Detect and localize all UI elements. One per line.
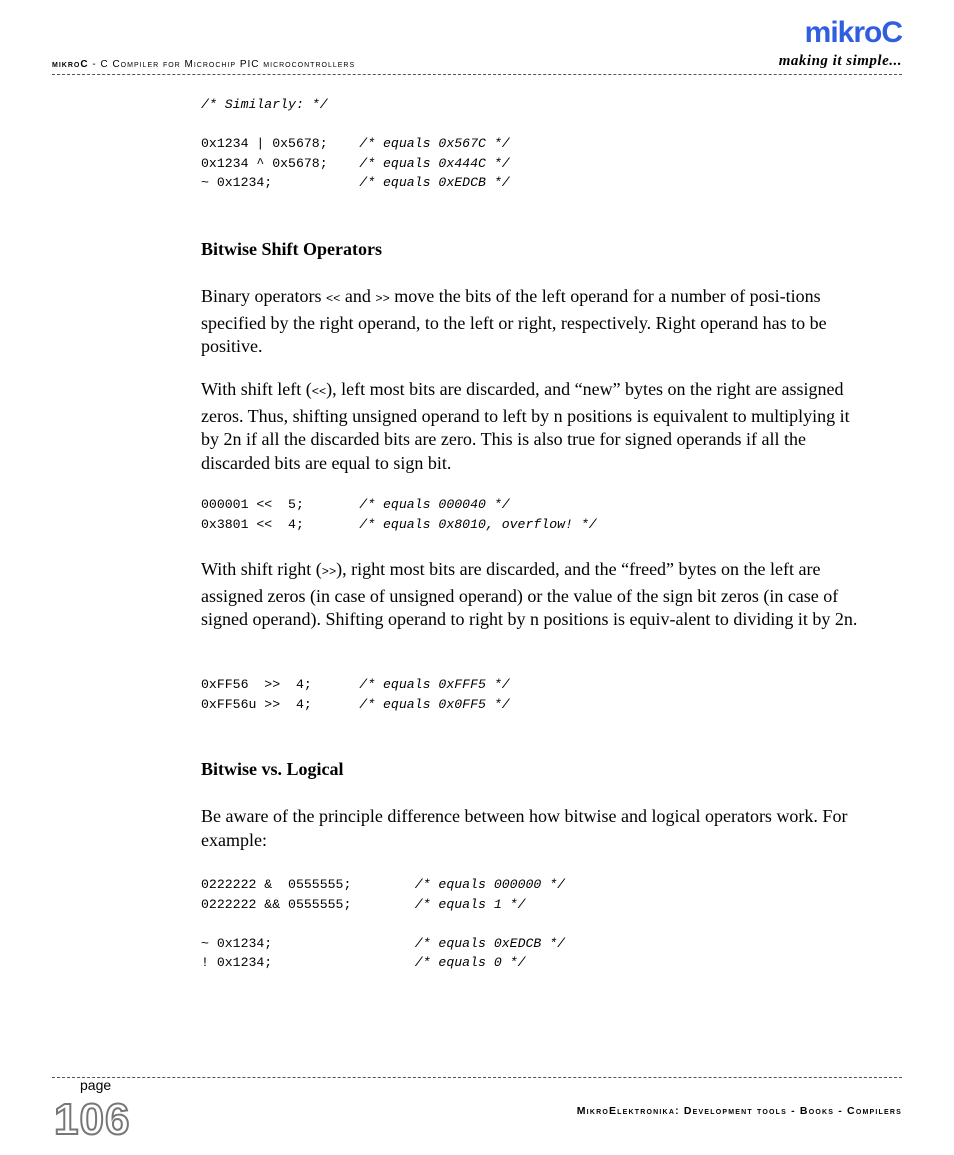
operator-code: <<: [325, 292, 341, 306]
code-comment: /* equals 0 */: [414, 955, 526, 970]
operator-code: <<: [311, 385, 327, 399]
text-run: ), left most bits are discarded, and “new” bytes on the right are assigned zeros. Thus, shifting unsigned operand to left by n positions is equivalent to multiplying it by 2n if all the discarded bits are zero. This is also true for signed operands if all the discarded bits are equal to sign bit.: [201, 379, 850, 473]
brand-logo: mikroC: [804, 16, 902, 49]
page-label: page: [80, 1077, 112, 1093]
header-divider: [52, 74, 902, 75]
header-title-rest: - C Compiler for Microchip PIC microcontrollers: [88, 59, 356, 70]
code-comment: /* equals 1 */: [414, 896, 526, 912]
code-comment: /* Similarly: */: [201, 97, 328, 112]
code-comment: /* equals 0x8010, overflow! */: [359, 516, 597, 532]
paragraph-shift-intro: [201, 285, 861, 359]
code-comment: /* equals 0x567C */: [359, 136, 510, 151]
page-number: 106: [54, 1095, 131, 1144]
paragraph-shift-left: [201, 378, 861, 475]
code-comment: /* equals 0xEDCB */: [414, 935, 566, 951]
text-run: Binary operators: [201, 286, 326, 306]
code-comment: /* equals 0x0FF5 */: [359, 696, 510, 712]
code-block-similarly: /* Similarly: */ 0x1234 | 0x5678; /* equals 0x567C */ 0x1234 ^ 0x5678; /* equals 0x444C */ ~ 0x1234; /* equals 0xEDCB */: [201, 97, 510, 190]
header-title-bold: mikroC: [52, 59, 89, 70]
code-comment: /* equals 0x444C */: [359, 155, 510, 171]
section-heading-bitwise-vs-logical: Bitwise vs. Logical: [201, 759, 344, 779]
header-title: [52, 59, 355, 70]
code-block-shift-right: 0xFF56 >> 4; /* equals 0xFFF5 */ 0xFF56u >> 4; /* equals 0x0FF5 */: [201, 677, 510, 712]
code-comment: /* equals 000040 */: [359, 497, 510, 512]
footer-publisher: MikroElektronika: Development tools - Books - Compilers: [576, 1105, 902, 1117]
code-block-shift-left: 000001 << 5; /* equals 000040 */ 0x3801 << 4; /* equals 0x8010, overflow! */: [201, 497, 597, 532]
section-heading-shift: Bitwise Shift Operators: [201, 239, 382, 259]
code-comment: /* equals 0xFFF5 */: [359, 677, 510, 692]
text-run: and: [340, 286, 376, 306]
operator-code: >>: [321, 565, 337, 579]
brand-tagline: making it simple...: [778, 53, 902, 69]
footer-divider: [52, 1077, 902, 1078]
code-block-bitwise-vs-logical: 0222222 & 0555555; /* equals 000000 */ 0222222 && 0555555; /* equals 1 */ ~ 0x1234; /* equals 0xEDCB */ ! 0x1234; /* equals 0 */: [201, 877, 566, 970]
paragraph-bitwise-vs-logical: Be aware of the principle difference between how bitwise and logical operators work. For example:: [201, 806, 848, 850]
code-comment: /* equals 000000 */: [414, 877, 566, 892]
paragraph-shift-right: [201, 558, 861, 632]
text-run: move the bits of the left operand for a number of posi-tions specified by the right operand, to the left or right, respectively. Right operand has to be positive.: [201, 286, 827, 356]
operator-code: >>: [375, 292, 390, 306]
text-run: ), right most bits are discarded, and the “freed” bytes on the left are assigned zeros (in case of unsigned operand) or the value of the sign bit zeros (in case of signed operand). Shifting operand to right by n positions is equiv-alent to dividing it by 2n.: [201, 559, 858, 629]
text-run: With shift right (: [201, 559, 322, 579]
text-run: With shift left (: [201, 379, 312, 399]
code-comment: /* equals 0xEDCB */: [359, 175, 510, 190]
